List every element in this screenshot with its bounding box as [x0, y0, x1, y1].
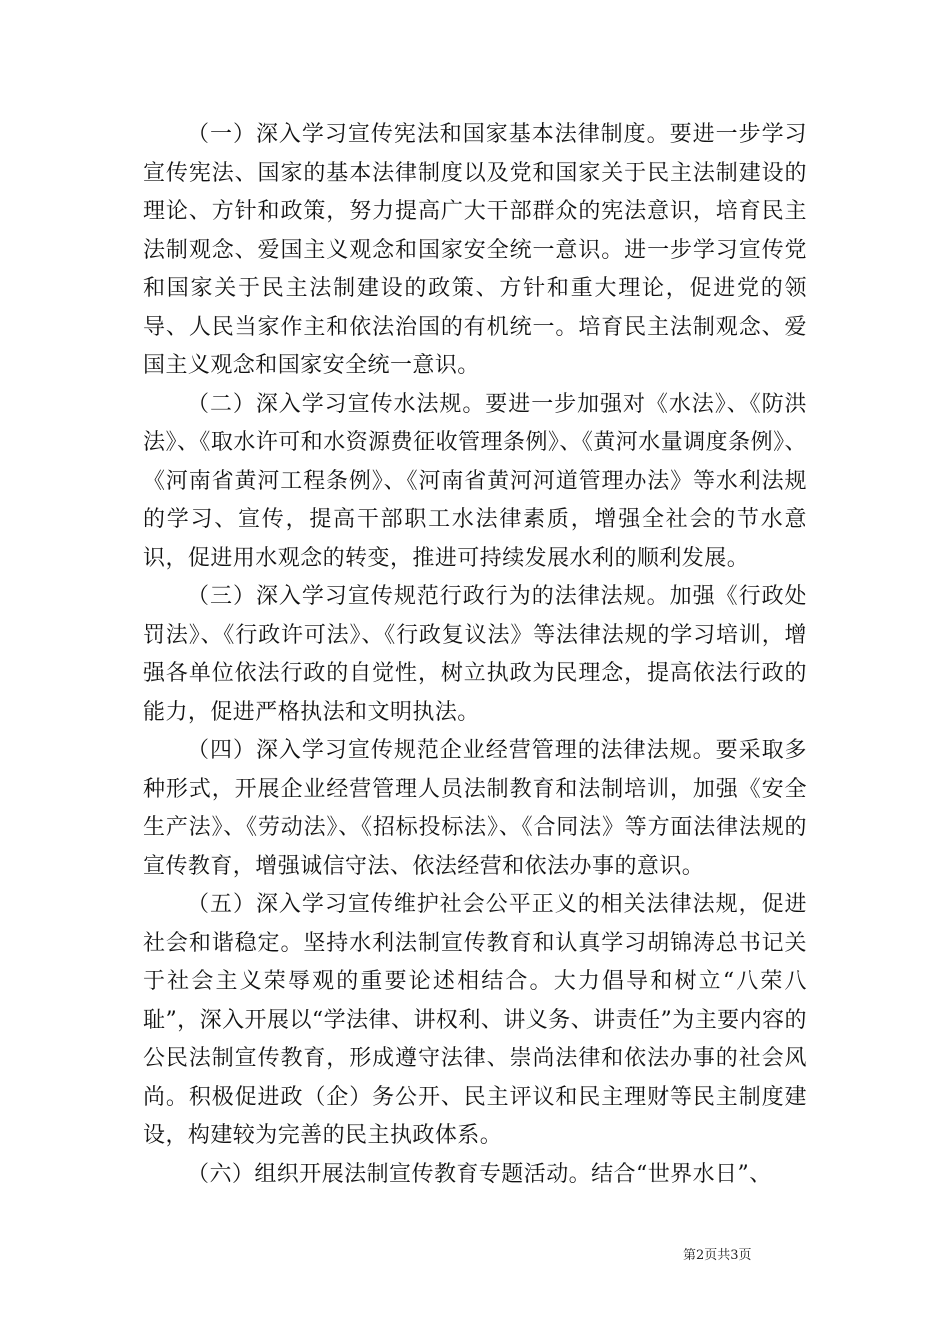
paragraph-1: （一）深入学习宣传宪法和国家基本法律制度。要进一步学习宣传宪法、国家的基本法律制度以及党和国家关于民主法制建设的理论、方针和政策，努力提高广大干部群众的宪法意识，培育民主法制观念、爱国主义观念和国家安全统一意识。进一步学习宣传党和国家关于民主法制建设的政策、方针和重大理论，促进党的领导、人民当家作主和依法治国的有机统一。培育民主法制观念、爱国主义观念和国家安全统一意识。: [143, 122, 807, 378]
paragraph-4: （四）深入学习宣传规范企业经营管理的法律法规。要采取多种形式，开展企业经营管理人员法制教育和法制培训，加强《安全生产法》、《劳动法》、《招标投标法》、《合同法》等方面法律法规的宣传教育，增强诚信守法、依法经营和依法办事的意识。: [143, 738, 807, 879]
paragraph-6: （六）组织开展法制宣传教育专题活动。结合“世界水日”、: [187, 1161, 772, 1187]
paragraph-2: （二）深入学习宣传水法规。要进一步加强对《水法》、《防洪法》、《取水许可和水资源费征收管理条例》、《黄河水量调度条例》、《河南省黄河工程条例》、《河南省黄河河道管理办法》等水利法规的学习、宣传，提高干部职工水法律素质，增强全社会的节水意识，促进用水观念的转变，推进可持续发展水利的顺利发展。: [143, 391, 807, 571]
page-number-footer: 第2页共3页: [683, 1248, 752, 1263]
paragraph-3: （三）深入学习宣传规范行政行为的法律法规。加强《行政处罚法》、《行政许可法》、《行政复议法》等法律法规的学习培训，增强各单位依法行政的自觉性，树立执政为民理念，提高依法行政的能力，促进严格执法和文明执法。: [143, 584, 807, 725]
document-body: [143, 116, 807, 1194]
paragraph-5: （五）深入学习宣传维护社会公平正义的相关法律法规，促进社会和谐稳定。坚持水利法制宣传教育和认真学习胡锦涛总书记关于社会主义荣辱观的重要论述相结合。大力倡导和树立“八荣八耻”，深入开展以“学法律、讲权利、讲义务、讲责任”为主要内容的公民法制宣传教育，形成遵守法律、崇尚法律和依法办事的社会风尚。积极促进政（企）务公开、民主评议和民主理财等民主制度建设，构建较为完善的民主执政体系。: [143, 892, 807, 1148]
